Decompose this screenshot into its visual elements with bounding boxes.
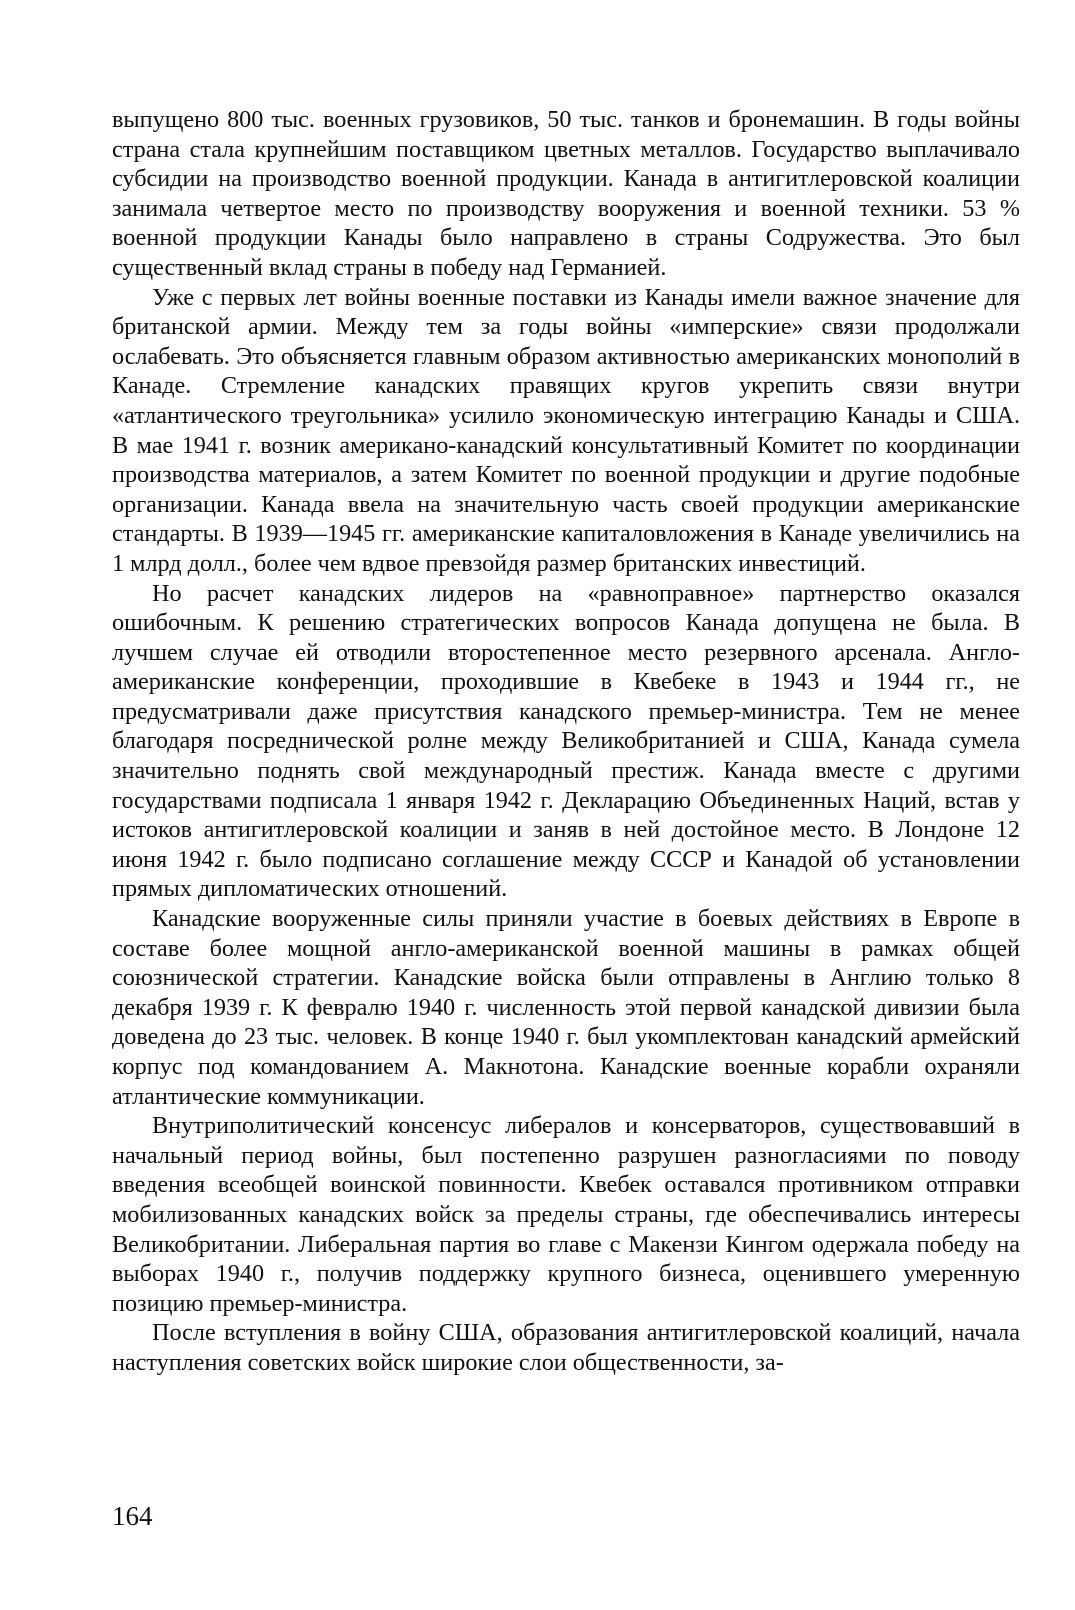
page-number: 164	[112, 1501, 153, 1531]
paragraph: выпущено 800 тыс. военных грузовиков, 50 тыс. танков и бронемашин. В годы войны страна стала крупнейшим поставщиком цветных металлов. Государство выплачивало субсидии на производство военной продукции. Канада в антигитлеровской коалиции занимала четвертое место по производству вооружения и военной техники. 53 % военной продукции Канады было направлено в страны Содружества. Это был существенный вклад страны в победу над Германией.	[112, 106, 1020, 281]
paragraph: Канадские вооруженные силы приняли участие в боевых действиях в Европе в составе более мощной англо-американской военной машины в рамках общей союзнической стратегии. Канадские войска были отправлены в Англию только 8 декабря 1939 г. К февралю 1940 г. численность этой первой канадской дивизии была доведена до 23 тыс. человек. В конце 1940 г. был укомплектован канадский армейский корпус под командованием А. Макнотона. Канадские военные корабли охраняли атлантические коммуникации.	[112, 905, 1020, 1110]
paragraph: Внутриполитический консенсус либералов и консерваторов, существовавший в начальный период войны, был постепенно разрушен разногласиями по поводу введения всеобщей воинской повинности. Квебек оставался противником отправки мобилизованных канадских войск за пределы страны, где обеспечивались интересы Великобритании. Либеральная партия во главе с Макензи Кингом одержала победу на выборах 1940 г., получив поддержку крупного бизнеса, оценившего умеренную позицию премьер-министра.	[112, 1112, 1020, 1317]
paragraph: Но расчет канадских лидеров на «равноправное» партнерство оказался ошибочным. К решению стратегических вопросов Канада допущена не была. В лучшем случае ей отводили второстепенное место резервного арсенала. Англо-американские конференции, проходившие в Квебеке в 1943 и 1944 гг., не предусматривали даже присутствия канадского премьер-министра. Тем не менее благодаря посреднической ролне между Великобританией и США, Канада сумела значительно поднять свой международный престиж. Канада вместе с другими государствами подписала 1 января 1942 г. Декларацию Объединенных Наций, встав у истоков антигитлеровской коалиции и заняв в ней достойное место. В Лондоне 12 июня 1942 г. было подписано соглашение между СССР и Канадой об установлении прямых дипломатических отношений.	[112, 579, 1020, 903]
paragraph: После вступления в войну США, образования антигитлеровской коалиций, начала наступления советских войск широкие слои общественности, за-	[112, 1319, 1020, 1376]
body-text	[112, 105, 1020, 1378]
paragraph: Уже с первых лет войны военные поставки из Канады имели важное значение для британской армии. Между тем за годы войны «имперские» связи продолжали ослабевать. Это объясняется главным образом активностью американских монополий в Канаде. Стремление канадских правящих кругов укрепить связи внутри «атлантического треугольника» усилило экономическую интеграцию Канады и США. В мае 1941 г. возник американо-канадский консультативный Комитет по координации производства материалов, а затем Комитет по военной продукции и другие подобные организации. Канада ввела на значительную часть своей продукции американские стандарты. В 1939—1945 гг. американские капиталовложения в Канаде увеличились на 1 млрд долл., более чем вдвое превзойдя размер британских инвестиций.	[112, 283, 1020, 577]
